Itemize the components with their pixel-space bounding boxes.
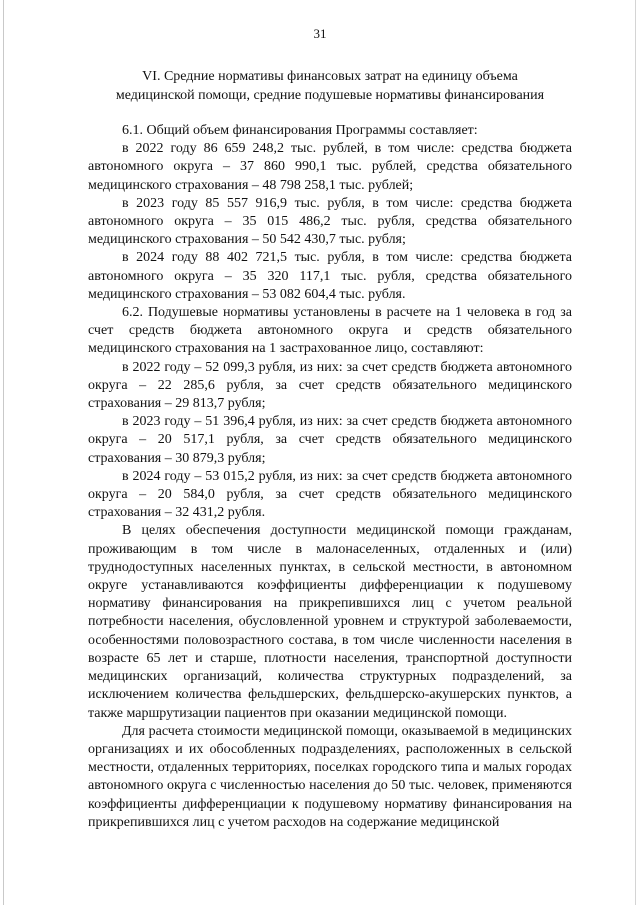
- paragraph-accessibility: В целях обеспечения доступности медицинской помощи гражданам, проживающим в том числе в малонаселенных, отдаленных и (или) труднодоступных населенных пунктах, в сельской местности, в автономном округе устанавливаются коэффициенты дифференциации к подушевому нормативу финансирования на прикрепившихся лиц с учетом реальной потребности населения, обусловленной уровнем и структурой заболеваемости, особенностями половозрастного состава, в том числе численности населения в возрасте 65 лет и старше, плотности населения, транспортной доступности медицинских организаций, количества структурных подразделений, за исключением количества фельдшерских, фельдшерско-акушерских пунктов, а также маршрутизации пациентов при оказании медицинской помощи.: [88, 523, 572, 721]
- page-number: 31: [313, 26, 327, 41]
- scan-edge-right: [635, 0, 636, 905]
- scan-edge-left: [3, 0, 4, 905]
- document-body: [88, 122, 572, 832]
- paragraph-6-2-intro: 6.2. Подушевые нормативы установлены в расчете на 1 человека в год за счет средств бюджета автономного округа и средств обязательного медицинского страхования на 1 застрахованное лицо, составляют:: [88, 305, 572, 357]
- paragraph-6-1-intro: 6.1. Общий объем финансирования Программы составляет:: [122, 123, 478, 138]
- section-heading-line-2: медицинской помощи, средние подушевые нормативы финансирования: [115, 88, 545, 103]
- paragraph-2023-per-capita: в 2023 году – 51 396,4 рубля, из них: за счет средств бюджета автономного округа – 20 517,1 рубля, за счет средств обязательного медицинского страхования – 30 879,3 рубля;: [88, 414, 572, 466]
- paragraph-2022-total: в 2022 году 86 659 248,2 тыс. рублей, в том числе: средства бюджета автономного округа – 37 860 990,1 тыс. рублей, средства обязательного медицинского страхования – 48 798 258,1 тыс. рублей;: [88, 141, 572, 193]
- section-heading: [88, 67, 572, 105]
- paragraph-cost-calculation: Для расчета стоимости медицинской помощи, оказываемой в медицинских организациях и их обособленных подразделениях, расположенных в сельской местности, отдаленных территориях, поселках городского типа и малых городах автономного округа с численностью населения до 50 тыс. человек, применяются коэффициенты дифференциации к подушевому нормативу финансирования на прикрепившихся лиц с учетом расходов на содержание медицинской: [88, 723, 572, 830]
- paragraph-2022-per-capita: в 2022 году – 52 099,3 рубля, из них: за счет средств бюджета автономного округа – 22 285,6 рубля, за счет средств обязательного медицинского страхования – 29 813,7 рубля;: [88, 359, 572, 412]
- paragraph-2023-total: в 2023 году 85 557 916,9 тыс. рубля, в том числе: средства бюджета автономного округа – 35 015 486,2 тыс. рубля, средства обязательного медицинского страхования – 50 542 430,7 тыс. рубля;: [88, 195, 572, 248]
- paragraph-2024-per-capita: в 2024 году – 53 015,2 рубля, из них: за счет средств бюджета автономного округа – 20 584,0 рубля, за счет средств обязательного медицинского страхования – 32 431,2 рубля.: [88, 468, 572, 521]
- section-heading-line-1: VI. Средние нормативы финансовых затрат на единицу объема: [142, 69, 518, 84]
- paragraph-2024-total: в 2024 году 88 402 721,5 тыс. рубля, в том числе: средства бюджета автономного округа – 35 320 117,1 тыс. рубля, средства обязательного медицинского страхования – 53 082 604,4 тыс. рубля.: [88, 250, 572, 302]
